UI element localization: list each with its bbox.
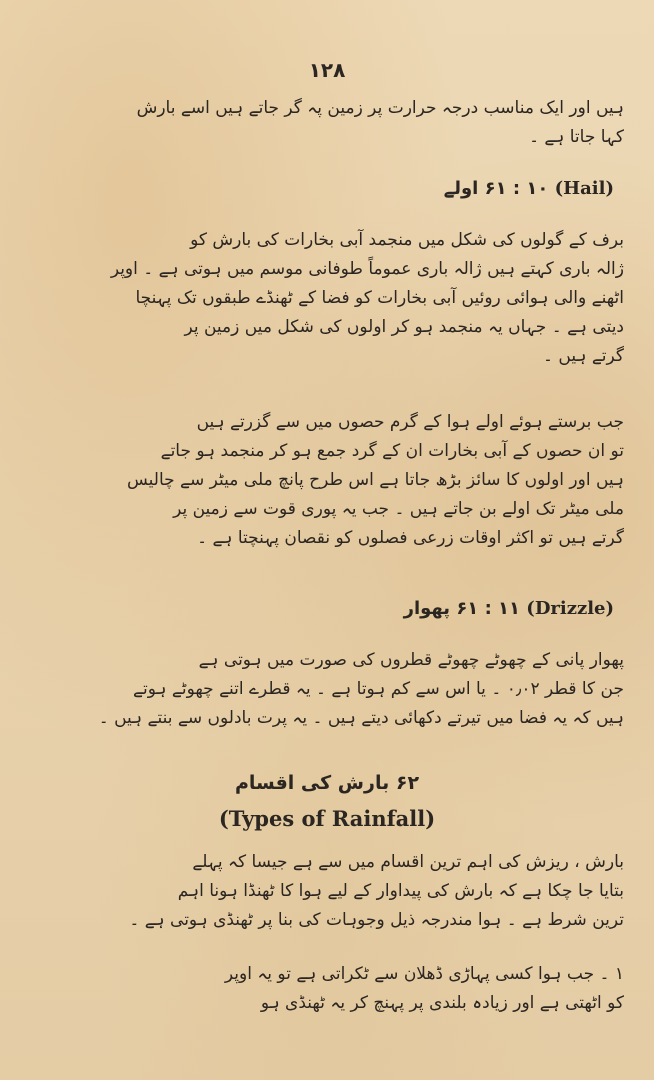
text-line: برف کے گولوں کی شکل میں منجمد آبی بخارات کی بارش کو xyxy=(190,230,624,250)
text-line: کہا جاتا ہے ۔ xyxy=(529,127,624,147)
text-line: گرتے ہیں تو اکثر اوقات زرعی فصلوں کو نقصان پہنچتا ہے ۔ xyxy=(197,528,624,548)
text-line: تو ان حصوں کے آبی بخارات ان کے گرد جمع ہو کر منجمد ہو جاتے xyxy=(160,441,624,461)
drizzle-heading xyxy=(404,598,614,619)
text-line: ہیں کہ یہ فضا میں تیرتے دکھائی دیتے ہیں ۔ یہ پرت بادلوں سے بنتے ہیں ۔ xyxy=(98,708,624,728)
rainfall-types-title-english: (Types of Rainfall) xyxy=(218,806,436,831)
text-line: بارش ، ریزش کی اہم ترین اقسام میں سے ہے جیسا کہ پہلے xyxy=(192,852,624,872)
hail-paragraph-2 xyxy=(36,408,624,553)
text-line: پھوار پانی کے چھوٹے چھوٹے قطروں کی صورت میں ہوتی ہے xyxy=(198,650,624,670)
text-line: ۱ ۔ جب ہوا کسی پہاڑی ڈھلان سے ٹکراتی ہے تو یہ اوپر xyxy=(224,964,624,984)
hail-heading-english: (Hail) xyxy=(554,178,614,199)
drizzle-heading-english: (Drizzle) xyxy=(526,598,614,619)
text-line: ہیں اور اولوں کا سائز بڑھ جاتا ہے اس طرح پانچ ملی میٹر سے چالیس xyxy=(126,470,624,490)
text-line: جب برستے ہوئے اولے ہوا کے گرم حصوں میں سے گزرتے ہیں xyxy=(196,412,624,432)
rainfall-types-paragraph xyxy=(36,848,624,935)
rainfall-types-title-urdu: ۶۲ بارش کی اقسام xyxy=(234,772,420,794)
drizzle-heading-urdu: ۱۱ : ۶۱ پھوار xyxy=(403,598,521,619)
text-line: کو اٹھتی ہے اور زیادہ بلندی پر پہنچ کر یہ ٹھنڈی ہو xyxy=(260,993,624,1013)
hail-heading xyxy=(444,178,614,199)
text-line: ژالہ باری کہتے ہیں ژالہ باری عموماً طوفانی موسم میں ہوتی ہے ۔ اوپر xyxy=(110,259,624,279)
intro-paragraph xyxy=(36,94,624,152)
hail-paragraph-1 xyxy=(36,226,624,371)
drizzle-paragraph xyxy=(36,646,624,733)
text-line: دیتی ہے ۔ جہاں یہ منجمد ہو کر اولوں کی شکل میں زمین پر xyxy=(184,317,624,337)
text-line: ترین شرط ہے ۔ ہوا مندرجہ ذیل وجوہات کی بنا پر ٹھنڈی ہوتی ہے ۔ xyxy=(129,910,624,930)
hail-heading-urdu: ۱۰ : ۶۱ اولے xyxy=(443,178,549,199)
text-line: اٹھنے والی ہوائی روئیں آبی بخارات کو فضا کے ٹھنڈے طبقوں تک پہنچا xyxy=(135,288,624,308)
text-line: ہیں اور ایک مناسب درجہ حرارت پر زمین پہ گر جاتے ہیں اسے بارش xyxy=(136,98,624,118)
page-number: ۱۲۸ xyxy=(308,58,346,82)
text-line: بتایا جا چکا ہے کہ بارش کی پیداوار کے لیے ہوا کا ٹھنڈا ہونا اہم xyxy=(177,881,624,901)
text-line: جن کا قطر ۰٫۰۲ ۔ یا اس سے کم ہوتا ہے ۔ یہ قطرے اتنے چھوٹے ہوتے xyxy=(133,679,624,699)
text-line: ملی میٹر تک اولے بن جاتے ہیں ۔ جب یہ پوری قوت سے زمین پر xyxy=(173,499,624,519)
text-line: گرتے ہیں ۔ xyxy=(543,346,624,366)
rainfall-types-item-1 xyxy=(36,960,624,1018)
